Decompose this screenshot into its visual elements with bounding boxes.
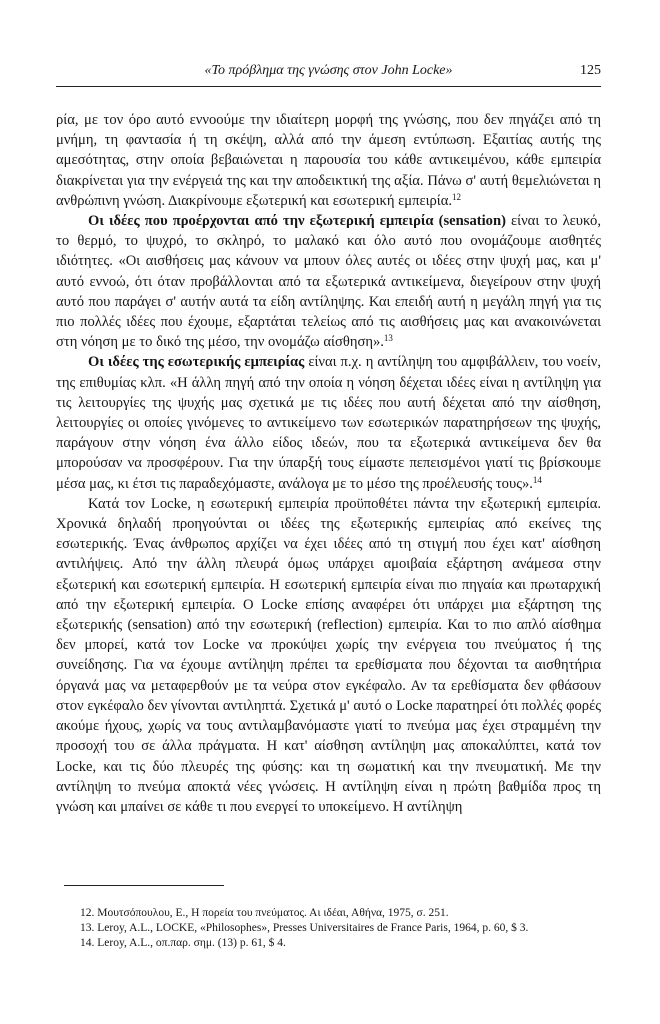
paragraph-2-heading: Οι ιδέες που προέρχονται από την εξωτερική εμπειρία (sensation): [88, 213, 506, 230]
paragraph-4: [56, 494, 601, 817]
footnote-rule: [64, 885, 224, 886]
footnote-14: 14. Leroy, A.L., οπ.παρ. σημ. (13) p. 61, $ 4.: [80, 937, 286, 949]
footnote-ref-14[interactable]: 14: [532, 474, 542, 485]
header-rule: [56, 86, 601, 87]
paragraph-4-text: Κατά τον Locke, η εσωτερική εμπειρία προϋποθέτει πάντα την εξωτερική εμπειρία. Χρονικά δηλαδή προηγούνται οι ιδέες της εξωτερικής εμπειρίας από εκείνες της εσωτερικής. Ένας άνθρωπος αρχίζει να έχει ιδέες από τη στιγμή που έχει κατ' αίσθηση αντιλήψεις. Από την άλλη πλευρά όμως υπάρχει αμοιβαία εξάρτηση ανάμεσα στην εξωτερική και εσωτερική εμπειρία. Η εσωτερική εμπειρία είναι πιο πηγαία και πρωταρχική από την εξωτερική εμπειρία. Ο Locke επίσης αναφέρει ότι υπάρχει μια εξάρτηση της εξωτερικής (sensation) από την εσωτερική (reflection) εμπειρία. Και το πιο απλό αίσθημα δεν μπορεί, κατά τον Locke να προκύψει χωρίς την ενέργεια του πνεύματος ή της συνείδησης. Για να έχουμε αντίληψη πρέπει τα ερεθίσματα που δέχονται τα αισθητήρια όργανά μας να μεταφερθούν με τα νεύρα στον εγκέφαλο. Αν τα ερεθίσματα δεν φθάσουν στον εγκέφαλο δεν γίνονται αντιληπτά. Σχετικά μ' αυτό ο Locke παρατηρεί ότι πολλές φορές ακούμε ήχους, χωρίς να τους αντιλαμβανόμαστε γιατί το πνεύμα μας έχει στραμμένη την προσοχή του σε άλλα πράγματα. Η κατ' αίσθηση αντίληψη μας αποκαλύπτει, κατά τον Locke, και τις δύο πλευρές της φύσης: και τη σωματική και την πνευματική. Με την αντίληψη το πνεύμα αποκτά νέες γνώσεις. Η αντίληψη είναι η πρώτη βαθμίδα προς τη γνώση και μπαίνει σε κάθε τι που ενεργεί το υποκείμενο. Η αντίληψη: [56, 495, 601, 815]
footnote-13: 13. Leroy, A.L., LOCKE, «Philosophes», Presses Universitaires de France Paris, 1964, p. 60, $ 3.: [80, 922, 529, 934]
paragraph-3: [56, 352, 601, 493]
paragraph-2-text: είναι το λευκό, το θερμό, το ψυχρό, το σκληρό, το μαλακό και όλο αυτό που ονομάζουμε αισθητές ιδιότητες. «Οι αισθήσεις μας κάνουν να μπουν όλες αυτές οι ιδέες στην ψυχή μας, και μ' αυτό εννοώ, ότι όταν προβάλλονται από τα εξωτερικά αντικείμενα, διεγείρουν στην ψυχή αυτό που παράγει σ' αυτήν αυτά τα είδη αντίληψης. Και επειδή αυτή η μεγάλη πηγή για τις πιο πολλές ιδέες που έχουμε, εξαρτάται τελείως από τις αισθήσεις μας και ανακοινώνεται στη νόηση με το δικό της μέσο, την ονομάζω αίσθηση».: [56, 213, 601, 351]
paragraph-2: [56, 211, 601, 352]
page-number: 125: [580, 63, 601, 78]
running-title: «Το πρόβλημα της γνώσης στον John Locke»: [204, 63, 453, 78]
paragraph-3-heading: Οι ιδέες της εσωτερικής εμπειρίας: [88, 354, 305, 371]
footnote-ref-12[interactable]: 12: [452, 191, 462, 202]
body-text: [56, 110, 601, 817]
paragraph-3-text: είναι π.χ. η αντίληψη του αμφιβάλλειν, του νοείν, της επιθυμίας κλπ. «Η άλλη πηγή από την οποία η νόηση δέχεται ιδέες είναι η αντίληψη για τις λειτουργίες της ψυχής μας σχετικά με τις ιδέες που αυτή δέχεται από την αίσθηση, λειτουργίες οι οποίες γινόμενες το αντικείμενο των εσωτερικών παρατηρήσεων της ψυχής, παράγουν στην νόηση ένα άλλο είδος ιδεών, που τα εξωτερικά αντικείμενα δεν θα μπορούσαν να προσφέρουν. Για την ύπαρξή τους είμαστε πεπεισμένοι γιατί τις βρίσκουμε μέσα μας, κι έτσι τις παραδεχόμαστε, ανάλογα με το μέσο της προέλευσής τους».: [56, 354, 601, 492]
footnote-ref-13[interactable]: 13: [383, 333, 393, 344]
footnotes: [56, 906, 601, 951]
paragraph-1-text: ρία, με τον όρο αυτό εννοούμε την ιδιαίτερη μορφή της γνώσης, που δεν πηγάζει από τη μνήμη, τη φαντασία ή τη σκέψη, αλλά από την άμεση εντύπωση. Εξαιτίας αυτής της αμεσότητας, στην οποία βεβαιώνεται η παρουσία του κάθε αντικειμένου, κάθε εμπειρία διακρίνεται για την ενέργειά της και την αποδεικτική της αξία. Πάνω σ' αυτή θεμελιώνεται η ανθρώπινη γνώση. Διακρίνουμε εξωτερική και εσωτερική εμπειρία.: [56, 112, 601, 209]
footnote-12: 12. Μουτσόπουλου, Ε., Η πορεία του πνεύματος. Αι ιδέαι, Αθήνα, 1975, σ. 251.: [80, 907, 449, 919]
paragraph-1: [56, 110, 601, 211]
